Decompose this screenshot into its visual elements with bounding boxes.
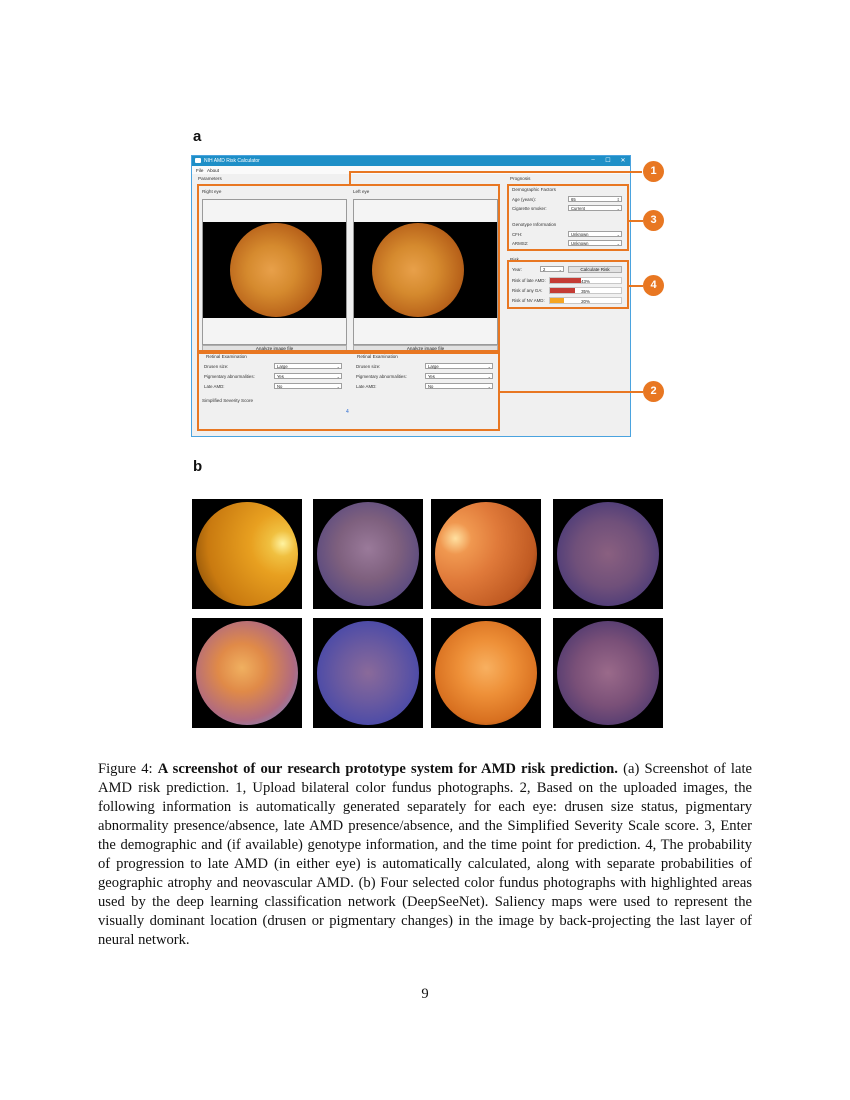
chevron-down-icon: ⌄ xyxy=(616,232,620,237)
chevron-down-icon: ⌄ xyxy=(336,364,340,369)
figure-caption xyxy=(98,760,752,950)
severity-title: Simplified Severity Score xyxy=(202,398,254,403)
parameters-title: Parameters xyxy=(198,176,222,181)
cfh-label: CFH: xyxy=(512,232,523,237)
menu-about[interactable]: About xyxy=(207,168,220,173)
page-number: 9 xyxy=(421,986,429,1002)
chevron-down-icon: ⌄ xyxy=(487,384,491,389)
left-late-amd-value: No xyxy=(428,384,434,389)
panel-b-label: b xyxy=(193,458,203,475)
callout-box-3 xyxy=(507,184,629,251)
maximize-icon[interactable]: ☐ xyxy=(605,158,611,164)
chevron-down-icon: ⌄ xyxy=(616,241,620,246)
right-pigment-value: Yes xyxy=(277,374,284,379)
right-pigment-label: Pigmentary abnormalities: xyxy=(204,374,255,379)
close-icon[interactable]: ✕ xyxy=(620,158,626,164)
fundus-disc-4 xyxy=(435,621,537,725)
callout-box-1 xyxy=(197,184,500,352)
callout-line-2 xyxy=(500,391,643,393)
caption-body: (a) Screenshot of late AMD risk prediction. 1, Upload bilateral color fundus photographs. 2, Based on the uploaded images, the following information is automatically generated separately for each eye: drusen size status, pigmentary abnormality presence/absence, late AMD presence/absence, and the Simplified Severity Scale score. 3, Enter the demographic and (if available) genotype information, and the time point for prediction. 4, The probability of progression to late AMD (in either eye) is automatically calculated, along with separate probabilities of geographic atrophy and neovascular AMD. (b) Four selected color fundus photographs with highlighted areas used by the deep learning classification network (DeepSeeNet). Saliency maps were used to represent the visually dominant location (drusen or pigmentary changes) in the image by back-projecting the last layer of neural network. xyxy=(98,761,752,948)
arms2-value: Unknown xyxy=(571,241,589,246)
saliency-map-3 xyxy=(313,618,423,728)
risk-nv-label: Risk of NV AMD: xyxy=(512,298,545,303)
year-label: Year: xyxy=(512,267,523,272)
figure-label: Figure 4: xyxy=(98,761,153,777)
saliency-map-2 xyxy=(553,499,663,609)
prognosis-title: Prognosis xyxy=(510,176,531,181)
callout-1: 1 xyxy=(643,161,664,182)
year-value: 2 xyxy=(543,267,546,272)
app-icon xyxy=(195,158,201,163)
callout-box-2 xyxy=(197,352,500,431)
saliency-disc-3 xyxy=(317,621,419,725)
callout-box-4 xyxy=(507,260,629,309)
risk-ga-label: Risk of any GA: xyxy=(512,288,543,293)
saliency-map-1 xyxy=(313,499,423,609)
arms2-label: ARMS2: xyxy=(512,241,529,246)
risk-title: Risk xyxy=(510,257,519,262)
right-late-amd-value: No xyxy=(277,384,283,389)
callout-line-3 xyxy=(629,220,643,222)
title-bar xyxy=(192,156,630,166)
callout-4: 4 xyxy=(643,275,664,296)
window-title: NIH AMD Risk Calculator xyxy=(204,158,260,164)
demographic-title: Demographic Factors xyxy=(512,187,556,192)
risk-late-amd-value: 43% xyxy=(581,279,590,284)
cfh-value: Unknown xyxy=(571,232,589,237)
severity-score: 4 xyxy=(346,409,349,415)
chevron-down-icon: ⌄ xyxy=(616,206,620,211)
caption-title: A screenshot of our research prototype system for AMD risk prediction. xyxy=(157,761,618,777)
saliency-disc-4 xyxy=(557,621,659,725)
chevron-down-icon: ⌄ xyxy=(487,364,491,369)
left-drusen-value: Large xyxy=(428,364,439,369)
right-late-amd-label: Late AMD: xyxy=(204,384,225,389)
right-drusen-value: Large xyxy=(277,364,288,369)
right-eye-label: Right eye xyxy=(202,189,222,194)
risk-nv-value: 20% xyxy=(581,299,590,304)
genotype-title: Genotype Information xyxy=(512,222,557,227)
saliency-map-4 xyxy=(553,618,663,728)
age-value: 65 xyxy=(571,197,576,202)
chevron-down-icon: ⌄ xyxy=(487,374,491,379)
fundus-photo-1 xyxy=(192,499,302,609)
spinner-icon: ⇕ xyxy=(616,197,620,202)
risk-late-amd-label: Risk of late AMD: xyxy=(512,278,546,283)
left-late-amd-label: Late AMD: xyxy=(356,384,377,389)
analyze-left-button[interactable]: Analyze image file xyxy=(353,345,498,352)
left-pigment-label: Pigmentary abnormalities: xyxy=(356,374,407,379)
risk-ga-value: 35% xyxy=(581,289,590,294)
fundus-photo-3 xyxy=(192,618,302,728)
chevron-down-icon: ⌄ xyxy=(336,384,340,389)
callout-line-4 xyxy=(629,285,643,287)
callout-line-1-vertical xyxy=(349,171,351,185)
minimize-icon[interactable]: – xyxy=(591,157,595,163)
panel-a-label: a xyxy=(193,128,202,145)
right-drusen-label: Drusen size: xyxy=(204,364,229,369)
fundus-disc-1 xyxy=(196,502,298,606)
callout-2: 2 xyxy=(643,381,664,402)
fundus-photo-4 xyxy=(431,618,541,728)
saliency-disc-2 xyxy=(557,502,659,606)
analyze-right-button[interactable]: Analyze image file xyxy=(202,345,347,352)
retinal-exam-title-right: Retinal Examination xyxy=(206,354,247,359)
callout-line-1-horizontal xyxy=(349,171,642,173)
fundus-disc-2 xyxy=(435,502,537,606)
retinal-exam-title-left: Retinal Examination xyxy=(357,354,398,359)
left-drusen-label: Drusen size: xyxy=(356,364,381,369)
left-eye-label: Left eye xyxy=(353,189,370,194)
calculate-risk-button[interactable]: Calculate Risk xyxy=(568,266,622,273)
callout-3: 3 xyxy=(643,210,664,231)
age-label: Age (years): xyxy=(512,197,536,202)
fundus-photo-2 xyxy=(431,499,541,609)
fundus-disc-3 xyxy=(196,621,298,725)
left-pigment-value: Yes xyxy=(428,374,435,379)
smoker-label: Cigarette smoker: xyxy=(512,206,547,211)
smoker-value: Current xyxy=(571,206,585,211)
menu-file[interactable]: File xyxy=(196,168,204,173)
saliency-disc-1 xyxy=(317,502,419,606)
chevron-down-icon: ⌄ xyxy=(558,267,562,272)
chevron-down-icon: ⌄ xyxy=(336,374,340,379)
